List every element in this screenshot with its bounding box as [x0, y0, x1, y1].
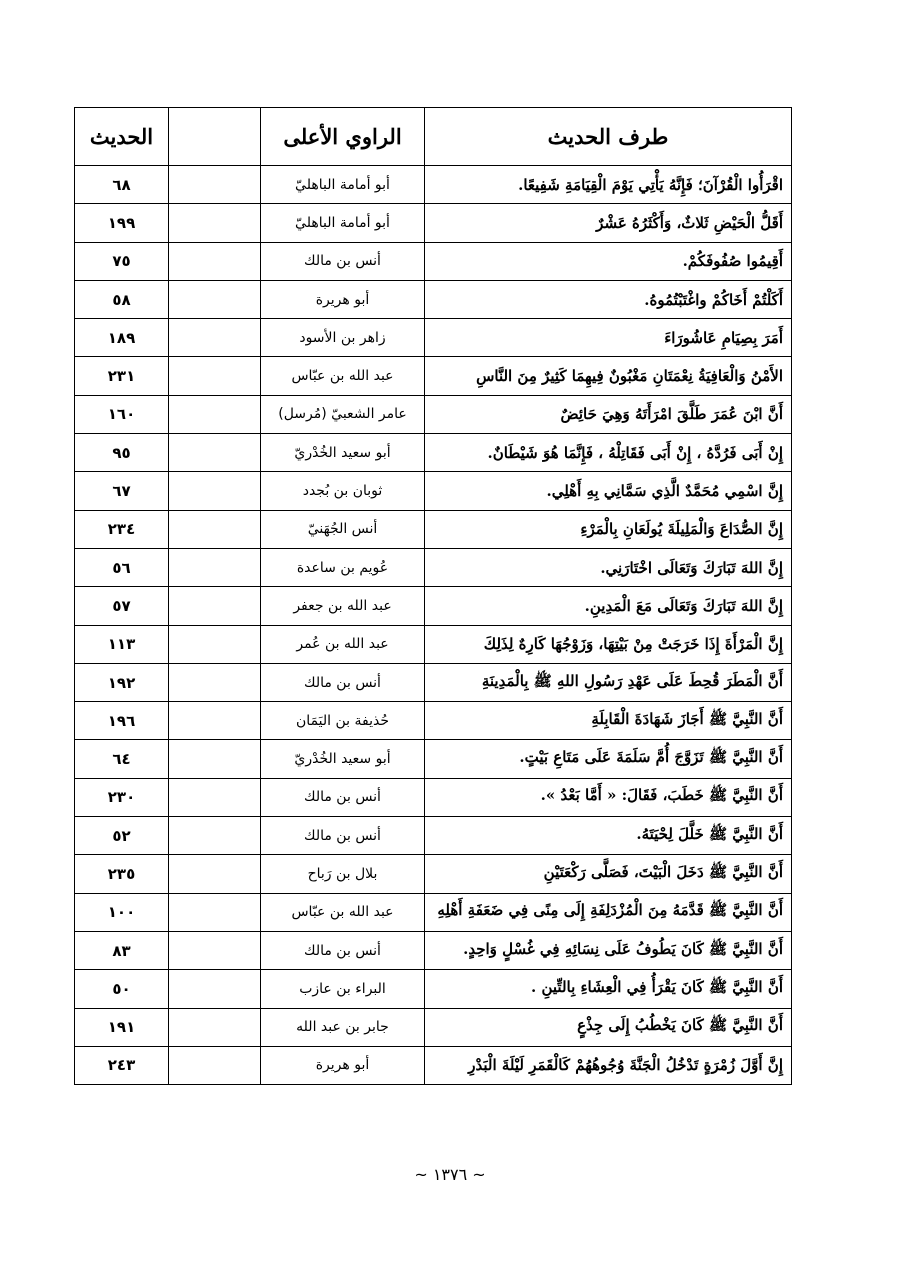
blank-cell: [169, 242, 261, 280]
table-row: [75, 778, 792, 816]
blank-cell: [169, 778, 261, 816]
narrator-cell: عبد الله بن عُمر: [261, 625, 425, 663]
narrator-cell: عبد الله بن عبّاس: [261, 893, 425, 931]
hadith-text-cell: أَنَّ النَّبِيَّ ﷺ أَجَازَ شَهَادَةَ الْقَابِلَةِ: [425, 702, 792, 740]
hadith-text-cell: أَنَّ النَّبِيَّ ﷺ كَانَ يَقْرَأُ فِي الْعِشَاءِ بِالتِّينِ .: [425, 970, 792, 1008]
hadith-number-cell: ٦٤: [75, 740, 169, 778]
blank-cell: [169, 434, 261, 472]
blank-cell: [169, 1008, 261, 1046]
blank-cell: [169, 740, 261, 778]
table-row: [75, 817, 792, 855]
hadith-index-table: [74, 107, 792, 1085]
hadith-text-cell: إِنَّ الصُّدَاعَ وَالْمَلِيلَةَ يُولَعَانِ بِالْمَرْءِ: [425, 510, 792, 548]
table-row: [75, 970, 792, 1008]
hadith-number-cell: ١٦٠: [75, 395, 169, 433]
blank-cell: [169, 970, 261, 1008]
blank-cell: [169, 817, 261, 855]
narrator-cell: جابر بن عبد الله: [261, 1008, 425, 1046]
hadith-number-cell: ٩٥: [75, 434, 169, 472]
table-row: [75, 357, 792, 395]
narrator-cell: أنس بن مالك: [261, 242, 425, 280]
blank-cell: [169, 357, 261, 395]
blank-cell: [169, 319, 261, 357]
blank-cell: [169, 166, 261, 204]
hadith-text-cell: أَكَلْتُمْ أَخَاكُمْ واغْتَبْتُمُوهُ.: [425, 280, 792, 318]
narrator-cell: أبو هريرة: [261, 1046, 425, 1084]
hadith-text-cell: اقْرَأُوا الْقُرْآنَ؛ فَإِنَّهُ يَأْتِي يَوْمَ الْقِيَامَةِ شَفِيعًا.: [425, 166, 792, 204]
hadith-text-cell: أَنَّ النَّبِيَّ ﷺ تَزَوَّجَ أُمَّ سَلَمَةَ عَلَى مَتَاعِ بَيْتٍ.: [425, 740, 792, 778]
blank-cell: [169, 472, 261, 510]
blank-cell: [169, 625, 261, 663]
hadith-text-cell: أَنَّ النَّبِيَّ ﷺ كَانَ يَطُوفُ عَلَى نِسَائِهِ فِي غُسْلٍ وَاحِدٍ.: [425, 931, 792, 969]
narrator-cell: زاهر بن الأسود: [261, 319, 425, 357]
table-row: [75, 663, 792, 701]
hadith-number-cell: ٢٣٤: [75, 510, 169, 548]
table-row: [75, 1046, 792, 1084]
table-body: [75, 166, 792, 1085]
hadith-text-cell: إِنْ أَبَى فَرُدَّهُ ، إِنْ أَبَى فَقَاتِلْهُ ، فَإِنَّمَا هُوَ شَيْطَانٌ.: [425, 434, 792, 472]
narrator-cell: عُويم بن ساعدة: [261, 548, 425, 586]
hadith-number-cell: ٢٣٠: [75, 778, 169, 816]
blank-cell: [169, 702, 261, 740]
table-row: [75, 855, 792, 893]
hadith-number-cell: ١٩٢: [75, 663, 169, 701]
narrator-cell: عبد الله بن عبّاس: [261, 357, 425, 395]
hadith-number-cell: ٧٥: [75, 242, 169, 280]
table-row: [75, 893, 792, 931]
table-header-row: [75, 108, 792, 166]
table-row: [75, 395, 792, 433]
table-row: [75, 319, 792, 357]
table-row: [75, 702, 792, 740]
narrator-cell: أبو سعيد الخُدْريّ: [261, 434, 425, 472]
hadith-number-cell: ٢٣٥: [75, 855, 169, 893]
blank-cell: [169, 280, 261, 318]
table-row: [75, 434, 792, 472]
hadith-number-cell: ١٠٠: [75, 893, 169, 931]
hadith-text-cell: الأَمْنُ وَالْعَافِيَةُ نِعْمَتَانِ مَغْبُونٌ فِيهِمَا كَثِيرٌ مِنَ النَّاسِ: [425, 357, 792, 395]
hadith-number-cell: ١٩٩: [75, 204, 169, 242]
table-row: [75, 548, 792, 586]
narrator-cell: أنس بن مالك: [261, 931, 425, 969]
narrator-cell: أنس بن مالك: [261, 663, 425, 701]
narrator-cell: أنس بن مالك: [261, 817, 425, 855]
table-row: [75, 625, 792, 663]
hadith-number-cell: ١١٣: [75, 625, 169, 663]
narrator-cell: أبو سعيد الخُدْريّ: [261, 740, 425, 778]
hadith-number-cell: ٥٢: [75, 817, 169, 855]
hadith-number-cell: ٥٨: [75, 280, 169, 318]
hadith-text-cell: أَقَلُّ الْحَيْضِ ثَلاثٌ، وَأَكْثَرُهُ عَشْرٌ: [425, 204, 792, 242]
hadith-number-cell: ٦٨: [75, 166, 169, 204]
narrator-cell: عامر الشعبيّ (مُرسل): [261, 395, 425, 433]
narrator-cell: بلال بن رَباح: [261, 855, 425, 893]
table-row: [75, 740, 792, 778]
header-rawi: الراوي الأعلى: [261, 108, 425, 166]
blank-cell: [169, 510, 261, 548]
hadith-number-cell: ١٨٩: [75, 319, 169, 357]
narrator-cell: عبد الله بن جعفر: [261, 587, 425, 625]
hadith-text-cell: أَنَّ الْمَطَرَ قُحِطَ عَلَى عَهْدِ رَسُولِ اللهِ ﷺ بِالْمَدِينَةِ: [425, 663, 792, 701]
table-row: [75, 204, 792, 242]
hadith-number-cell: ١٩١: [75, 1008, 169, 1046]
table-row: [75, 1008, 792, 1046]
table-row: [75, 472, 792, 510]
blank-cell: [169, 855, 261, 893]
header-blank: [169, 108, 261, 166]
hadith-number-cell: ١٩٦: [75, 702, 169, 740]
hadith-text-cell: أَنَّ النَّبِيَّ ﷺ خَطَبَ، فَقَالَ: « أَمَّا بَعْدُ ».: [425, 778, 792, 816]
hadith-number-cell: ٨٣: [75, 931, 169, 969]
hadith-text-cell: أَمَرَ بِصِيَامِ عَاشُورَاءَ: [425, 319, 792, 357]
hadith-number-cell: ٥٦: [75, 548, 169, 586]
narrator-cell: أبو أمامة الباهليّ: [261, 204, 425, 242]
narrator-cell: أبو أمامة الباهليّ: [261, 166, 425, 204]
hadith-number-cell: ٥٠: [75, 970, 169, 1008]
hadith-text-cell: إِنَّ اللهَ تَبَارَكَ وَتَعَالَى مَعَ الْمَدِينِ.: [425, 587, 792, 625]
hadith-text-cell: أَنَّ النَّبِيَّ ﷺ قَدَّمَهُ مِنَ الْمُزْدَلِفَةِ إِلَى مِنًى فِي ضَعَفَةِ أَهْلِهِ: [425, 893, 792, 931]
table-row: [75, 931, 792, 969]
hadith-number-cell: ٢٤٣: [75, 1046, 169, 1084]
blank-cell: [169, 395, 261, 433]
blank-cell: [169, 931, 261, 969]
narrator-cell: أنس الجُهَنيّ: [261, 510, 425, 548]
hadith-text-cell: أَنَّ النَّبِيَّ ﷺ دَخَلَ الْبَيْتَ، فَصَلَّى رَكْعَتَيْنِ: [425, 855, 792, 893]
blank-cell: [169, 204, 261, 242]
table-row: [75, 510, 792, 548]
blank-cell: [169, 1046, 261, 1084]
table-row: [75, 242, 792, 280]
hadith-text-cell: أَقِيمُوا صُفُوفَكُمْ.: [425, 242, 792, 280]
hadith-text-cell: إِنَّ اللهَ تَبَارَكَ وَتَعَالَى اخْتَارَنِي.: [425, 548, 792, 586]
table-row: [75, 280, 792, 318]
narrator-cell: حُذيفة بن اليَمَان: [261, 702, 425, 740]
blank-cell: [169, 663, 261, 701]
page-number: ~ ١٣٧٦ ~: [414, 1165, 486, 1184]
hadith-text-cell: إِنَّ الْمَرْأَةَ إِذَا خَرَجَتْ مِنْ بَيْتِهَا، وَزَوْجُهَا كَارِهٌ لِذَلِكَ: [425, 625, 792, 663]
hadith-number-cell: ٥٧: [75, 587, 169, 625]
hadith-text-cell: أَنَّ النَّبِيَّ ﷺ كَانَ يَخْطُبُ إِلَى جِذْعٍ: [425, 1008, 792, 1046]
narrator-cell: أبو هريرة: [261, 280, 425, 318]
hadith-text-cell: إِنَّ أَوَّلَ زُمْرَةٍ تَدْخُلُ الْجَنَّةَ وُجُوهُهُمْ كَالْقَمَرِ لَيْلَةَ الْبَدْرِ: [425, 1046, 792, 1084]
blank-cell: [169, 587, 261, 625]
narrator-cell: البراء بن عازب: [261, 970, 425, 1008]
narrator-cell: أنس بن مالك: [261, 778, 425, 816]
header-number: الحديث: [75, 108, 169, 166]
narrator-cell: ثوبان بن بُجدد: [261, 472, 425, 510]
header-hadith: طرف الحديث: [425, 108, 792, 166]
hadith-number-cell: ٢٣١: [75, 357, 169, 395]
table-row: [75, 587, 792, 625]
hadith-text-cell: أَنَّ النَّبِيَّ ﷺ خَلَّلَ لِحْيَتَهُ.: [425, 817, 792, 855]
hadith-text-cell: إِنَّ اسْمِي مُحَمَّدٌ الَّذِي سَمَّانِي بِهِ أَهْلِي.: [425, 472, 792, 510]
table-row: [75, 166, 792, 204]
hadith-text-cell: أَنَّ ابْنَ عُمَرَ طَلَّقَ امْرَأَتَهُ وَهِيَ حَائِضٌ: [425, 395, 792, 433]
blank-cell: [169, 893, 261, 931]
blank-cell: [169, 548, 261, 586]
hadith-number-cell: ٦٧: [75, 472, 169, 510]
